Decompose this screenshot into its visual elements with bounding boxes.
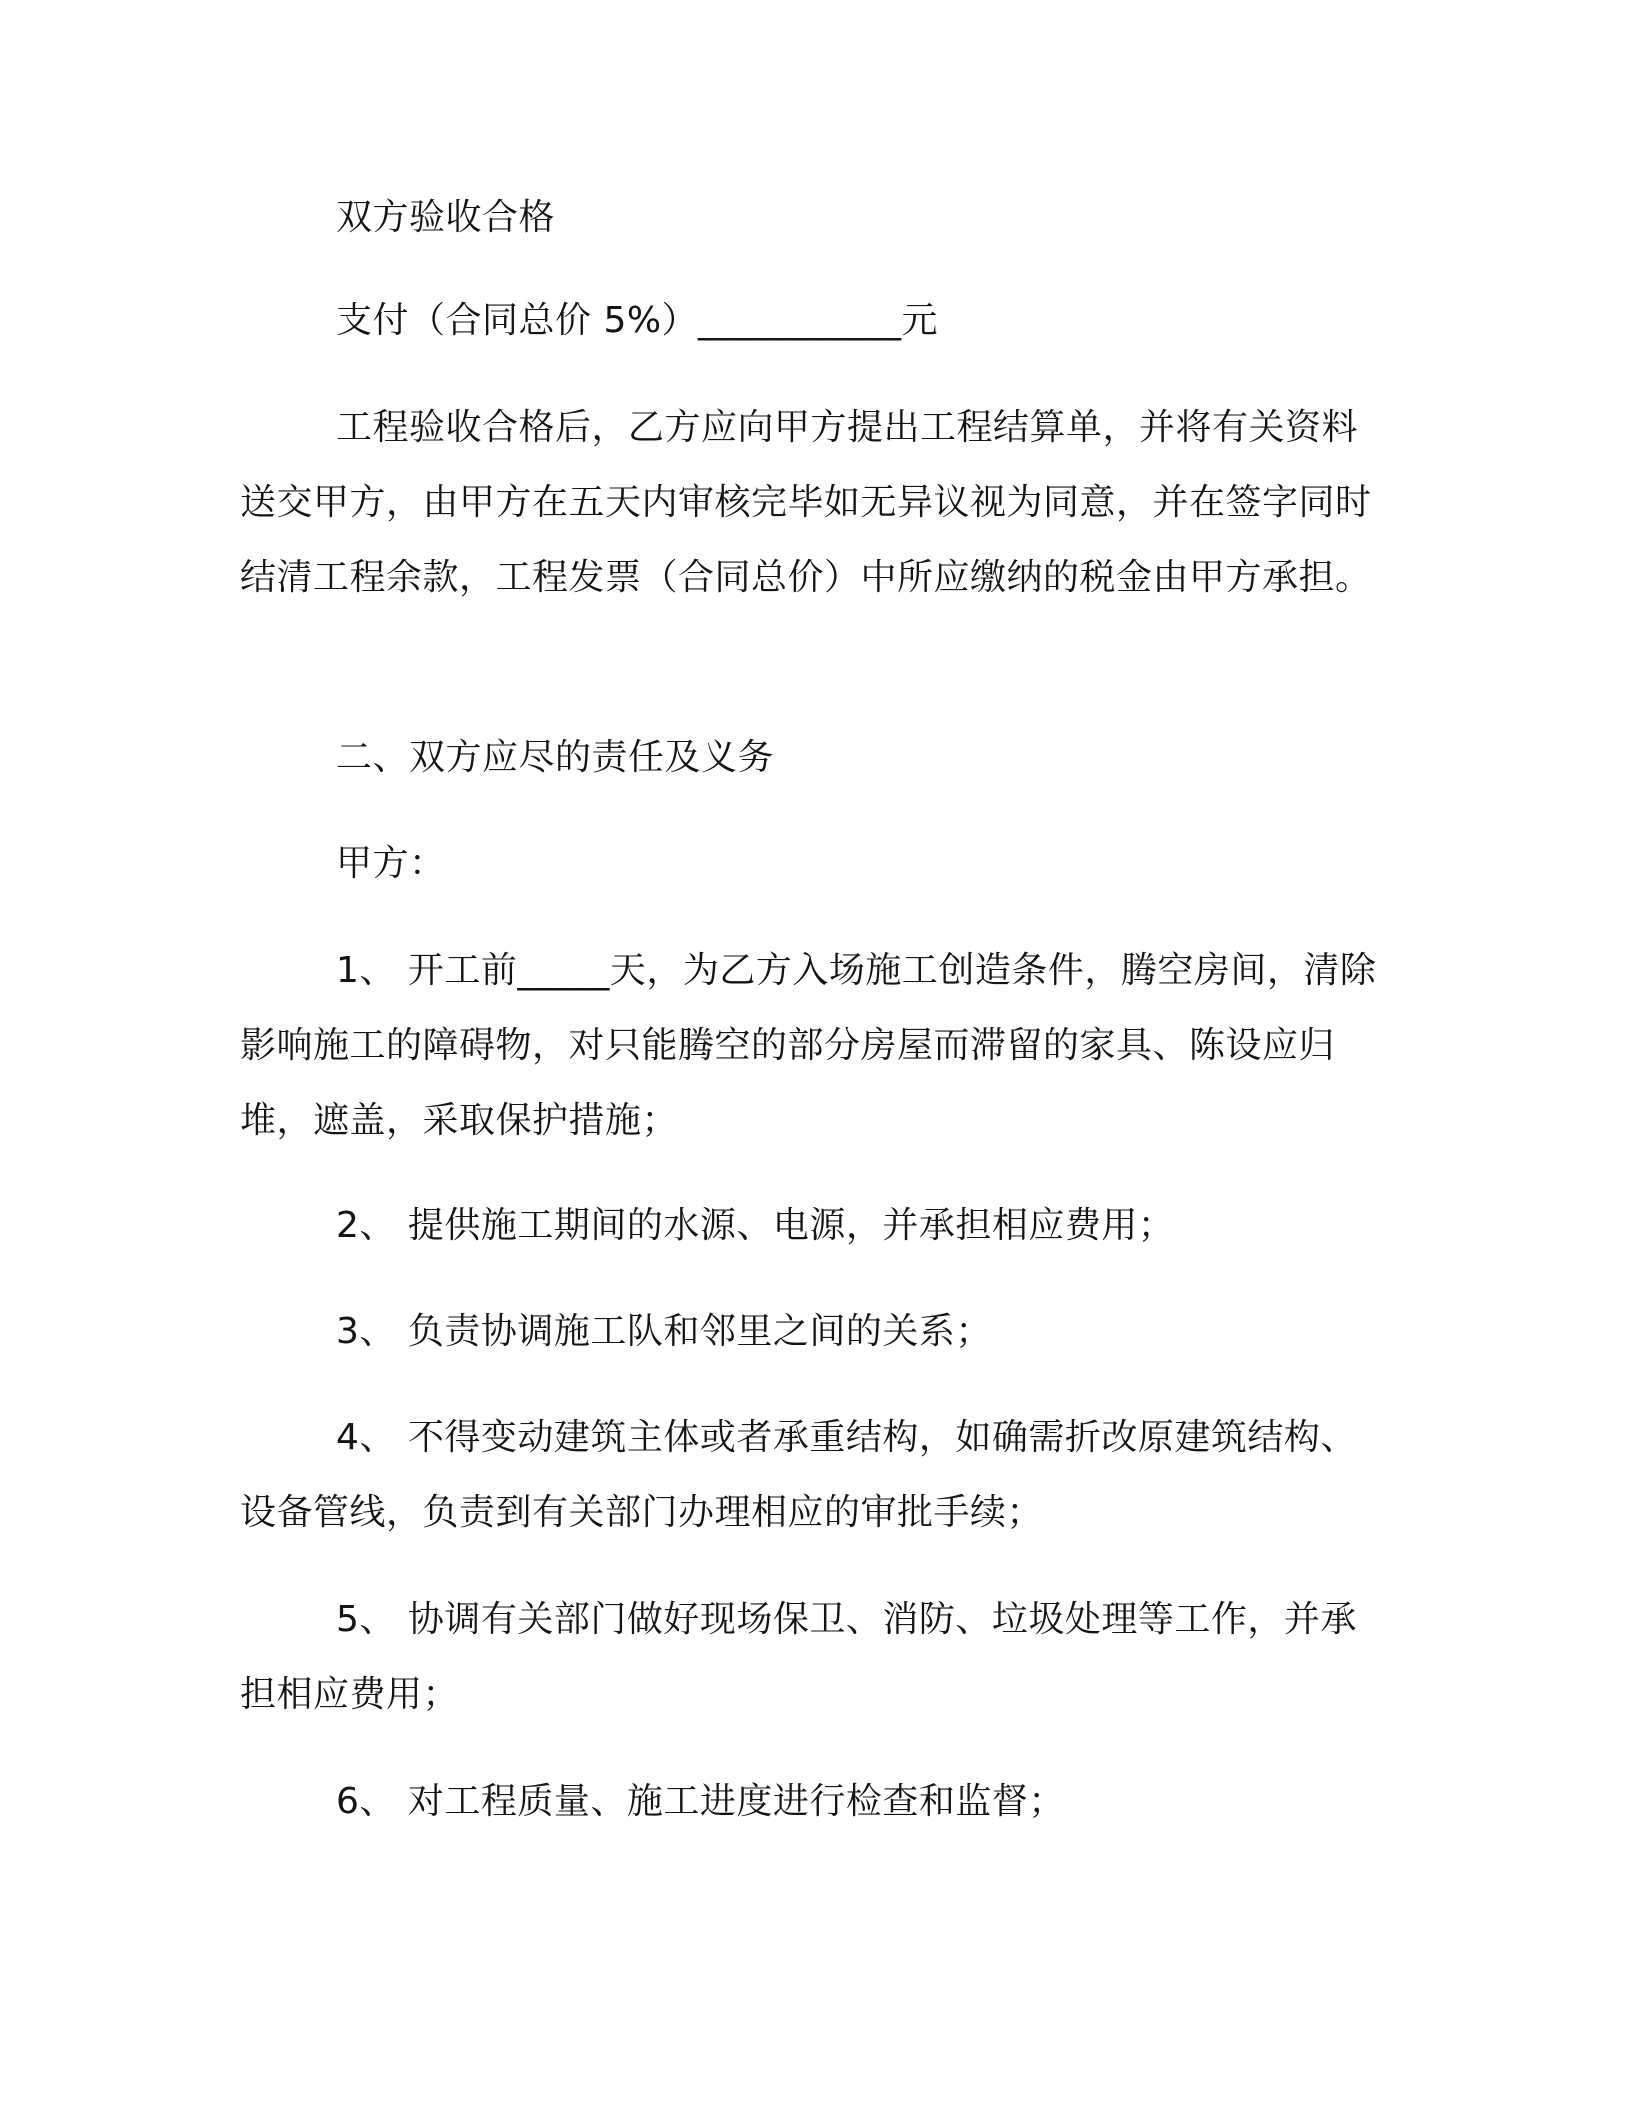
heading-acceptance: 双方验收合格 bbox=[336, 197, 556, 238]
payment-line: 支付（合同总价 5%）___________元 bbox=[336, 300, 939, 341]
settlement-paragraph: 工程验收合格后，乙方应向甲方提出工程结算单，并将有关资料送交甲方，由甲方在五天内审核完毕如无异议视为同意，并在签字同时结清工程余款，工程发票（合同总价）中所应缴纳的税金由甲方承担。 bbox=[240, 407, 1372, 598]
list-item-1: 1、 开工前_____天，为乙方入场施工创造条件，腾空房间，清除影响施工的障碍物，对只能腾空的部分房屋而滞留的家具、陈设应归堆，遮盖，采取保护措施； bbox=[240, 950, 1377, 1141]
list-item-4: 4、 不得变动建筑主体或者承重结构，如确需折改原建筑结构、设备管线，负责到有关部门办理相应的审批手续； bbox=[240, 1417, 1357, 1533]
list-item-2: 2、 提供施工期间的水源、电源，并承担相应费用； bbox=[336, 1205, 1175, 1246]
list-item-6: 6、 对工程质量、施工进度进行检查和监督； bbox=[336, 1781, 1065, 1822]
party-a-label: 甲方： bbox=[336, 843, 446, 884]
list-item-3: 3、 负责协调施工队和邻里之间的关系； bbox=[336, 1311, 992, 1352]
list-item-5: 5、 协调有关部门做好现场保卫、消防、垃圾处理等工作，并承担相应费用； bbox=[240, 1599, 1357, 1715]
section-two-title: 二、双方应尽的责任及义务 bbox=[336, 737, 775, 778]
